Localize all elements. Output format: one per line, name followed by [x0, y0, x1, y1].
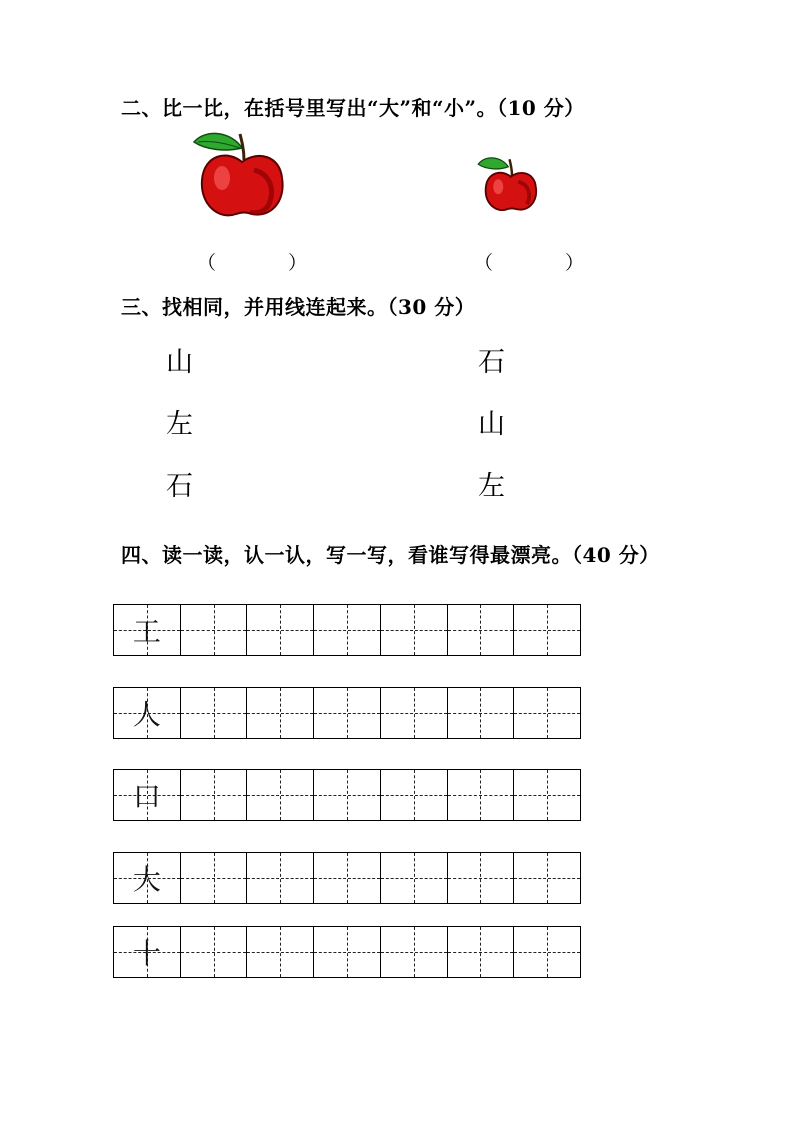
writing-cell[interactable]: [514, 770, 580, 820]
answer-bracket-small[interactable]: （ ）: [474, 252, 585, 274]
writing-cell[interactable]: [247, 605, 314, 655]
model-char: 工: [132, 615, 161, 648]
writing-cell[interactable]: [314, 688, 381, 738]
match-left-char[interactable]: 石: [166, 471, 193, 502]
writing-grid-row: [113, 604, 581, 656]
writing-cell[interactable]: [181, 688, 248, 738]
match-right-char[interactable]: 石: [478, 347, 505, 378]
writing-cell[interactable]: [448, 605, 515, 655]
writing-cell[interactable]: [514, 605, 580, 655]
writing-cell[interactable]: [448, 688, 515, 738]
writing-cell[interactable]: [448, 853, 515, 903]
section-4-title: 四、读一读，认一认，写一写，看谁写得最漂亮。（40 分）: [121, 543, 660, 567]
writing-cell[interactable]: [314, 853, 381, 903]
writing-cell[interactable]: [514, 688, 580, 738]
writing-cell[interactable]: [247, 927, 314, 977]
writing-cell[interactable]: [381, 770, 448, 820]
small-apple-image: [474, 153, 540, 213]
match-left-char[interactable]: 山: [166, 347, 193, 378]
writing-cell[interactable]: [247, 853, 314, 903]
writing-grid-row: [113, 687, 581, 739]
writing-cell[interactable]: [181, 853, 248, 903]
model-char-cell: [114, 770, 181, 820]
match-right-char[interactable]: 山: [478, 409, 505, 440]
writing-cell[interactable]: [247, 688, 314, 738]
model-char: 人: [132, 698, 161, 731]
model-char-cell: [114, 853, 181, 903]
model-char-cell: [114, 927, 181, 977]
writing-cell[interactable]: [448, 770, 515, 820]
writing-grid-row: [113, 852, 581, 904]
model-char: 大: [132, 863, 161, 896]
section-3-title: 三、找相同，并用线连起来。（30 分）: [121, 295, 476, 319]
model-char-cell: [114, 688, 181, 738]
writing-cell[interactable]: [381, 605, 448, 655]
model-char: 十: [132, 937, 161, 970]
writing-cell[interactable]: [314, 770, 381, 820]
section-2-title: 二、比一比，在括号里写出“大”和“小”。（10 分）: [121, 96, 585, 120]
match-left-char[interactable]: 左: [166, 409, 193, 440]
answer-bracket-big[interactable]: （ ）: [197, 252, 308, 274]
writing-cell[interactable]: [514, 853, 580, 903]
writing-cell[interactable]: [381, 853, 448, 903]
model-char-cell: [114, 605, 181, 655]
writing-cell[interactable]: [381, 927, 448, 977]
writing-cell[interactable]: [247, 770, 314, 820]
writing-cell[interactable]: [181, 770, 248, 820]
writing-cell[interactable]: [514, 927, 580, 977]
writing-grid-row: [113, 926, 581, 978]
writing-cell[interactable]: [314, 927, 381, 977]
writing-cell[interactable]: [381, 688, 448, 738]
writing-cell[interactable]: [181, 927, 248, 977]
writing-cell[interactable]: [181, 605, 248, 655]
match-right-char[interactable]: 左: [478, 471, 505, 502]
model-char: 口: [132, 780, 161, 813]
writing-cell[interactable]: [314, 605, 381, 655]
writing-cell[interactable]: [448, 927, 515, 977]
big-apple-image: [184, 126, 288, 222]
writing-grid-row: [113, 769, 581, 821]
